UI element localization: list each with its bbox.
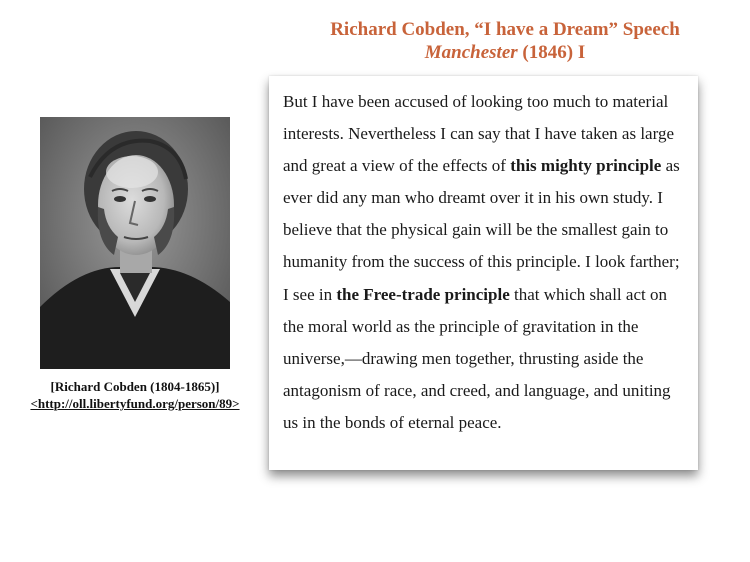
quote-bold-1: this mighty principle — [510, 156, 662, 176]
quote-part-3: that which shall act on the moral world as the principle of gravitation in the universe,—drawing men together, thrusting aside the antagonism of race, and creed, and language, and uniting us in the bonds of eternal peace. — [283, 284, 671, 432]
quote-text — [283, 86, 688, 439]
portrait-caption — [0, 378, 270, 412]
quote-bold-2: the Free-trade principle — [336, 284, 510, 304]
slide-title — [270, 18, 740, 64]
title-line-2 — [270, 41, 740, 64]
quote-card — [269, 76, 698, 470]
quote-part-1: But I have been accused of looking too much to material interests. Nevertheless I can say that I have taken as large and great a view of the effects of — [283, 92, 674, 176]
portrait-image — [40, 117, 230, 369]
title-city: Manchester — [424, 42, 518, 63]
title-line-1: Richard Cobden, “I have a Dream” Speech — [330, 19, 680, 40]
caption-name: [Richard Cobden (1804-1865)] — [50, 379, 220, 394]
title-year: (1846) I — [517, 42, 586, 63]
quote-part-2: as ever did any man who dreamt over it in his own study. I believe that the physical gain will be the smallest gain to humanity from the success of this principle. I look farther; I see in — [283, 156, 680, 304]
portrait-engraving — [40, 117, 230, 369]
caption-url-link[interactable]: <http://oll.libertyfund.org/person/89> — [30, 396, 240, 411]
